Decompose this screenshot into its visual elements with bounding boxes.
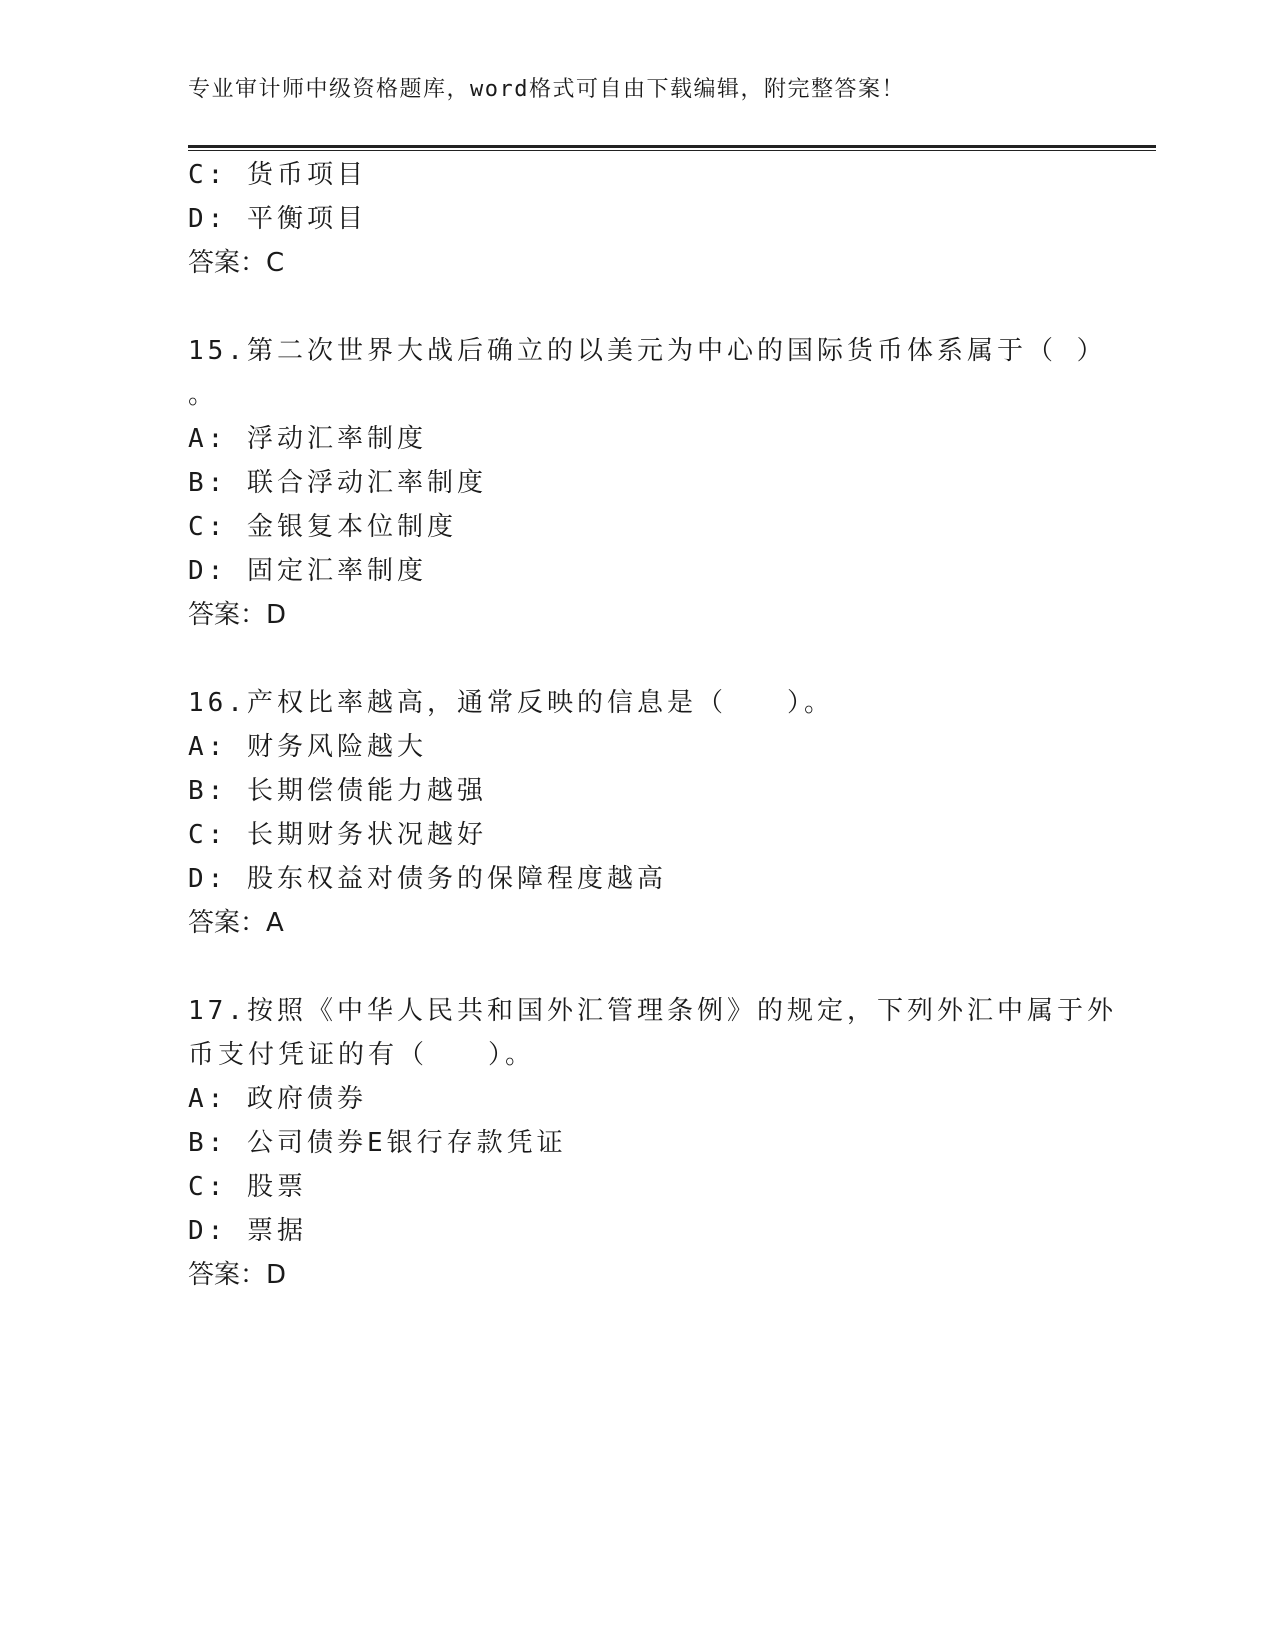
option-d: D: 股东权益对债务的保障程度越高 <box>188 864 667 894</box>
option-d: D: 平衡项目 <box>188 204 367 234</box>
option-a: A: 财务风险越大 <box>188 732 427 762</box>
question-stem-continued: 币支付凭证的有（ ）。 <box>188 1040 536 1070</box>
answer: 答案：C <box>188 248 285 278</box>
option-a: A: 政府债券 <box>188 1084 367 1114</box>
option-b: B: 联合浮动汇率制度 <box>188 468 487 498</box>
option-b: B: 长期偿债能力越强 <box>188 776 487 806</box>
page-header: 专业审计师中级资格题库，word格式可自由下载编辑，附完整答案！ <box>188 77 905 102</box>
question-stem: 17.按照《中华人民共和国外汇管理条例》的规定，下列外汇中属于外 <box>188 996 1117 1026</box>
answer: 答案：D <box>188 1260 287 1290</box>
question-stem-continued: 。 <box>188 380 219 410</box>
option-d: D: 票据 <box>188 1216 307 1246</box>
option-c: C: 货币项目 <box>188 160 367 190</box>
answer: 答案：A <box>188 908 284 938</box>
option-b: B: 公司债券E银行存款凭证 <box>188 1128 567 1158</box>
option-c: C: 股票 <box>188 1172 307 1202</box>
option-c: C: 长期财务状况越好 <box>188 820 487 850</box>
header-rule-thin <box>188 150 1156 151</box>
option-c: C: 金银复本位制度 <box>188 512 457 542</box>
question-stem: 15.第二次世界大战后确立的以美元为中心的国际货币体系属于（ ） <box>188 336 1107 366</box>
question-stem: 16.产权比率越高，通常反映的信息是（ ）。 <box>188 688 834 718</box>
option-a: A: 浮动汇率制度 <box>188 424 427 454</box>
answer: 答案：D <box>188 600 287 630</box>
option-d: D: 固定汇率制度 <box>188 556 427 586</box>
header-rule-thick <box>188 145 1156 148</box>
